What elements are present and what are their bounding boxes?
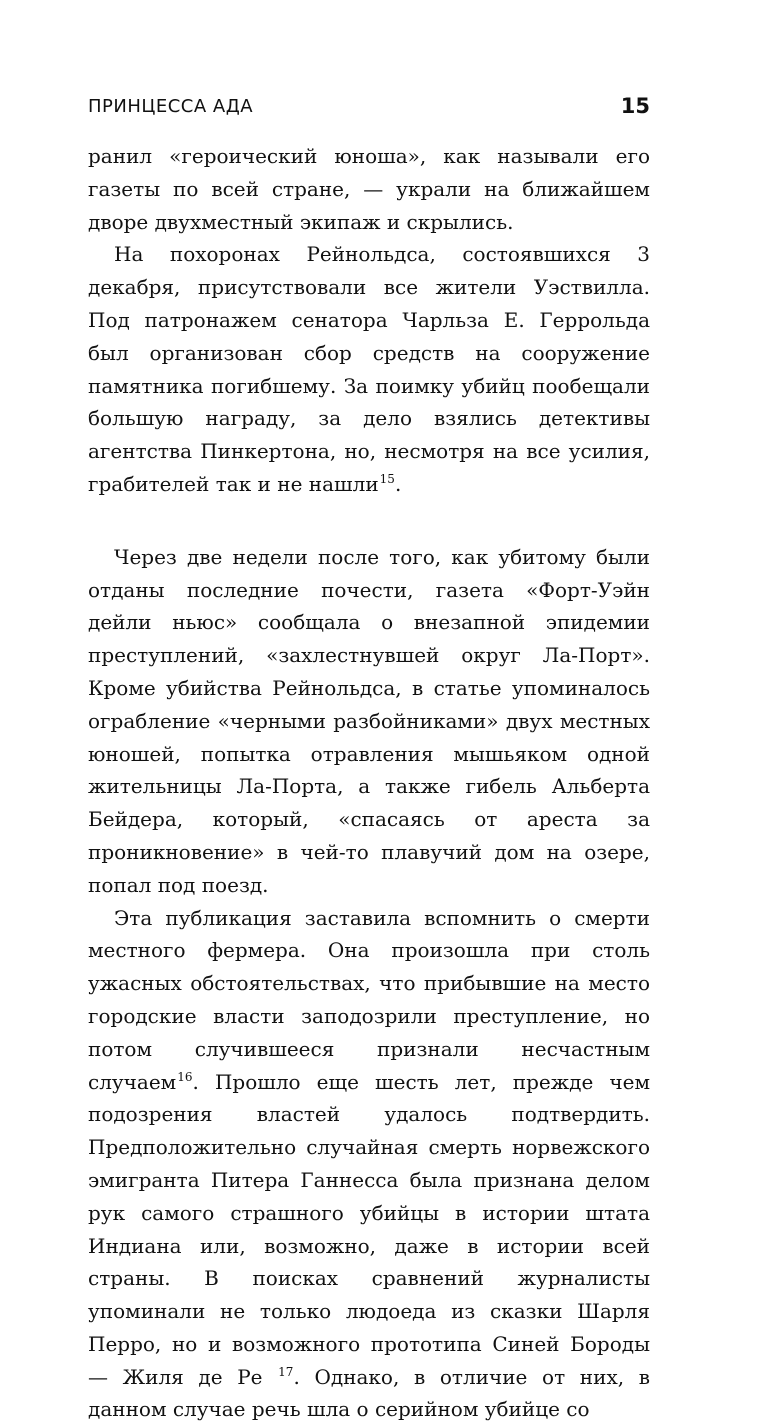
page-number: 15 [620,94,650,118]
paragraph-text-cont: . Прошло еще шесть лет, прежде чем подозрения властей удалось подтвердить. Предположительно случайная смерть норвежского эмигранта Питера Ганнесса была признана делом рук самого страшного убийцы в истории штата Индиана или, возможно, даже в истории всей страны. В поисках сравнений журналисты упоминали не только людоеда из сказки Шарля Перро, но и возможного прототипа Синей Бороды — Жиля де Ре [88,1069,650,1389]
footnote-ref-16: 16 [177,1069,193,1084]
paragraph-text-tail: . [394,471,402,496]
running-title: ПРИНЦЕССА АДА [88,96,254,117]
footnote-ref-15: 15 [379,471,395,486]
paragraph-text: На похоронах Рейнольдса, состоявшихся 3 декабря, присутствовали все жители Уэствилла. Под патронажем сенатора Чарльза Е. Геррольда был организован сбор средств на сооружение памятника погибшему. За поимку убийц пообещали большую награду, за дело взялись детективы агентства Пинкертона, но, несмотря на все усилия, грабителей так и не нашли [88,242,650,496]
paragraph-text: ранил «героический юноша», как называли его газеты по всей стране, — украли на ближайшем дворе двухместный экипаж и скрылись. [88,144,650,234]
paragraph-4 [88,902,650,1426]
paragraph-text-end: . Однако, в отличие от них, в данном случае речь шла о серийном убийце со [88,1364,650,1422]
paragraph-text: Через две недели после того, как убитому были отданы последние почести, газета «Форт-Уэйн дейли ньюс» сообщала о внезапной эпидемии преступлений, «захлестнувшей округ Ла-Порт». Кроме убийства Рейнольдса, в статье упоминалось ограбление «черными разбойниками» двух местных юношей, попытка отравления мышьяком одной жительницы Ла-Порта, а также гибель Альберта Бейдера, который, «спасаясь от ареста за проникновение» в чей-то плавучий дом на озере, попал под поезд. [88,544,650,897]
paragraph-1 [88,140,650,238]
footnote-ref-17: 17 [278,1364,294,1379]
paragraph-text: Эта публикация заставила вспомнить о смерти местного фермера. Она произошла при столь ужасных обстоятельствах, что прибывшие на место городские власти заподозрили преступление, но потом случившееся признали несчастным случаем [88,905,650,1094]
body-text [88,140,650,1426]
paragraph-2 [88,238,650,500]
paragraph-3 [88,541,650,902]
